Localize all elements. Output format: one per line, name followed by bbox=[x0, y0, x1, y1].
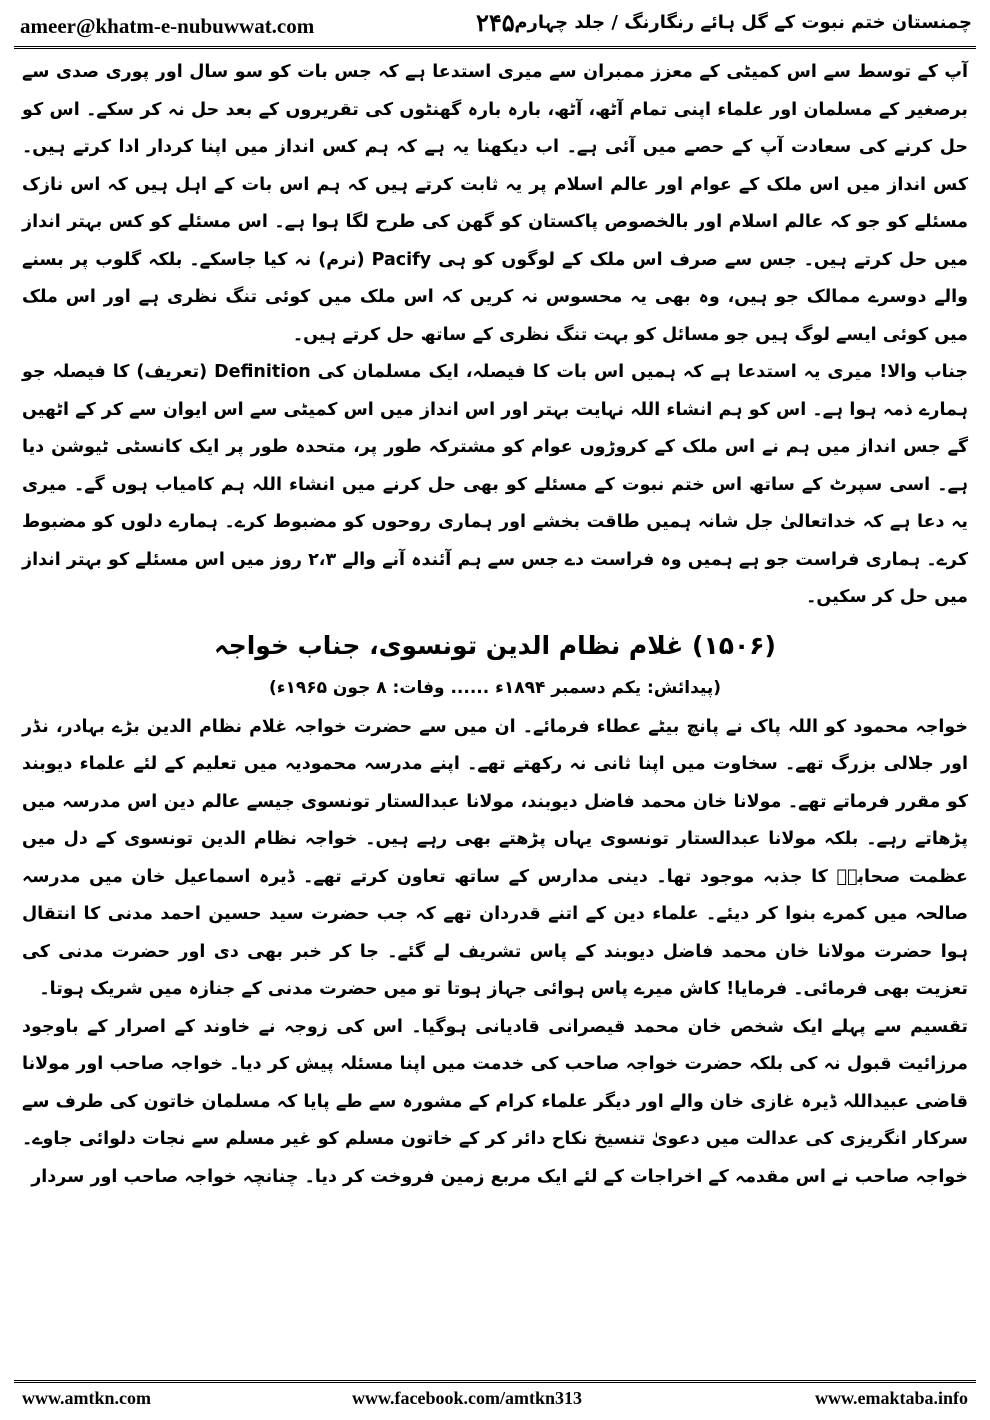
paragraph-2: جناب والا! میری یہ استدعا ہے کہ ہمیں اس بات کا فیصلہ، ایک مسلمان کی Definition (تعریف) کا فیصلہ جو ہمارے ذمہ ہوا ہے۔ اس کو ہم انشاء اللہ نہایت بہتر اور اس انداز میں اس کمیٹی سے اس ایوان سے کر کے اٹھیں گے جس انداز میں ہم نے اس ملک کے کروڑوں عوام کو مشترکہ طور پر، متحدہ طور پر ایک کانسٹی ٹیوشن دیا ہے۔ اسی سپرٹ کے ساتھ اس ختم نبوت کے مسئلے کو بھی حل کرنے میں انشاء اللہ ہم کامیاب ہوں گے۔ میری یہ دعا ہے کہ خداتعالیٰ جل شانہ ہمیں طاقت بخشے اور ہماری روحوں کو مضبوط کرے۔ ہمارے دلوں کو مضبوط کرے۔ ہماری فراست جو ہے ہمیں وہ فراست دے جس سے ہم آئندہ آنے والے ۲،۳ روز میں اس مسئلے کو بہتر انداز میں حل کر سکیں۔ bbox=[22, 362, 968, 607]
paragraph-1: آپ کے توسط سے اس کمیٹی کے معزز ممبران سے میری استدعا ہے کہ جس بات کو سو سال اور پوری صدی سے برصغیر کے مسلمان اور علماء اپنی تمام آٹھ، آٹھ، بارہ بارہ گھنٹوں کی تقریروں کے بعد حل نہ کر سکے۔ اس کو حل کرنے کی سعادت آپ کے حصے میں آئی ہے۔ اب دیکھنا یہ ہے کہ ہم کس انداز میں اپنا کردار ادا کرتے ہیں۔ کس انداز میں اس ملک کے عوام اور عالم اسلام پر یہ ثابت کرتے ہیں کہ ہم اس بات کے اہل ہیں کہ اس نازک مسئلے کو جو کہ عالم اسلام اور بالخصوص پاکستان کو گھن کی طرح لگا ہوا ہے۔ اس مسئلے کو کس بہتر انداز میں حل کرتے ہیں۔ جس سے صرف اس ملک کے لوگوں کو ہی Pacify (نرم) نہ کیا جاسکے۔ بلکہ گلوب پر بسنے والے دوسرے ممالک جو ہیں، وہ بھی یہ محسوس نہ کریں کہ اس ملک میں کوئی تنگ نظری ہے اور اس ملک میں کوئی ایسے لوگ ہیں جو مسائل کو بہت تنگ نظری کے ساتھ حل کرتے ہیں۔ bbox=[22, 62, 968, 345]
page-footer bbox=[22, 1388, 968, 1414]
footer-link-emaktaba: www.emaktaba.info bbox=[814, 1388, 968, 1408]
header-divider bbox=[14, 46, 976, 52]
footer-divider bbox=[14, 1380, 976, 1386]
paragraph-3: خواجہ محمود کو اللہ پاک نے پانچ بیٹے عطاء فرمائے۔ ان میں سے حضرت خواجہ غلام نظام الدین بڑے بہادر، نڈر اور جلالی بزرگ تھے۔ سخاوت میں اپنا ثانی نہ رکھتے تھے۔ اپنے مدرسہ محمودیہ میں تعلیم کے لئے علماء دیوبند کو مقرر فرماتے تھے۔ مولانا خان محمد فاضل دیوبند، مولانا عبدالستار تونسوی جیسے عالم دین اس مدرسہ میں پڑھاتے رہے۔ بلکہ مولانا عبدالستار تونسوی یہاں پڑھتے بھی رہے ہیں۔ خواجہ نظام الدین تونسوی کے دل میں عظمت صحابہؓ کا جذبہ موجود تھا۔ دینی مدارس کے ساتھ تعاون کرتے تھے۔ ڈیرہ اسماعیل خان میں مدرسہ صالحہ میں کمرے بنوا کر دیئے۔ علماء دین کے اتنے قدردان تھے کہ جب حضرت سید حسین احمد مدنی کا انتقال ہوا حضرت مولانا خان محمد فاضل دیوبند کے پاس تشریف لے گئے۔ جا کر خبر بھی دی اور حضرت مدنی کی تعزیت بھی فرمائی۔ فرمایا! کاش میرے پاس ہوائی جہاز ہوتا تو میں حضرت مدنی کے جنازہ میں شریک ہوتا۔ bbox=[22, 716, 968, 999]
book-title: چمنستان ختم نبوت کے گل ہائے رنگارنگ / جلد چہارم bbox=[514, 12, 972, 33]
page-body bbox=[22, 54, 968, 1196]
footer-link-facebook: www.facebook.com/amtkn313 bbox=[352, 1388, 582, 1408]
paragraph-4: تقسیم سے پہلے ایک شخص خان محمد قیصرانی قادیانی ہوگیا۔ اس کی زوجہ نے خاوند کے اصرار کے باوجود مرزائیت قبول نہ کی بلکہ حضرت خواجہ صاحب کی خدمت میں اپنا مسئلہ پیش کر دیا۔ خواجہ صاحب اور مولانا قاضی عبیداللہ ڈیرہ غازی خان والے اور دیگر علماء کرام کے مشورہ سے طے پایا کہ مسلمان خاتون کی طرف سے سرکار انگریزی کی عدالت میں دعویٰ تنسیخ نکاح دائر کر کے خاتون مسلم کو غیر مسلم سے نجات دلوائی جاوے۔ خواجہ صاحب نے اس مقدمہ کے اخراجات کے لئے ایک مربع زمین فروخت کر دیا۔ چنانچہ خواجہ صاحب اور سردار bbox=[22, 1016, 968, 1187]
page-number: ۲۴۵ bbox=[476, 8, 515, 37]
section-subheading: (پیدائش: یکم دسمبر ۱۸۹۴ء ...... وفات: ۸ جون ۱۹۶۵ء) bbox=[269, 677, 721, 698]
footer-link-amtkn: www.amtkn.com bbox=[22, 1388, 151, 1408]
header-email: ameer@khatm-e-nubuwwat.com bbox=[20, 14, 315, 38]
section-heading: (۱۵۰۶) غلام نظام الدین تونسوی، جناب خواجہ bbox=[214, 630, 776, 660]
page-header bbox=[14, 8, 976, 44]
